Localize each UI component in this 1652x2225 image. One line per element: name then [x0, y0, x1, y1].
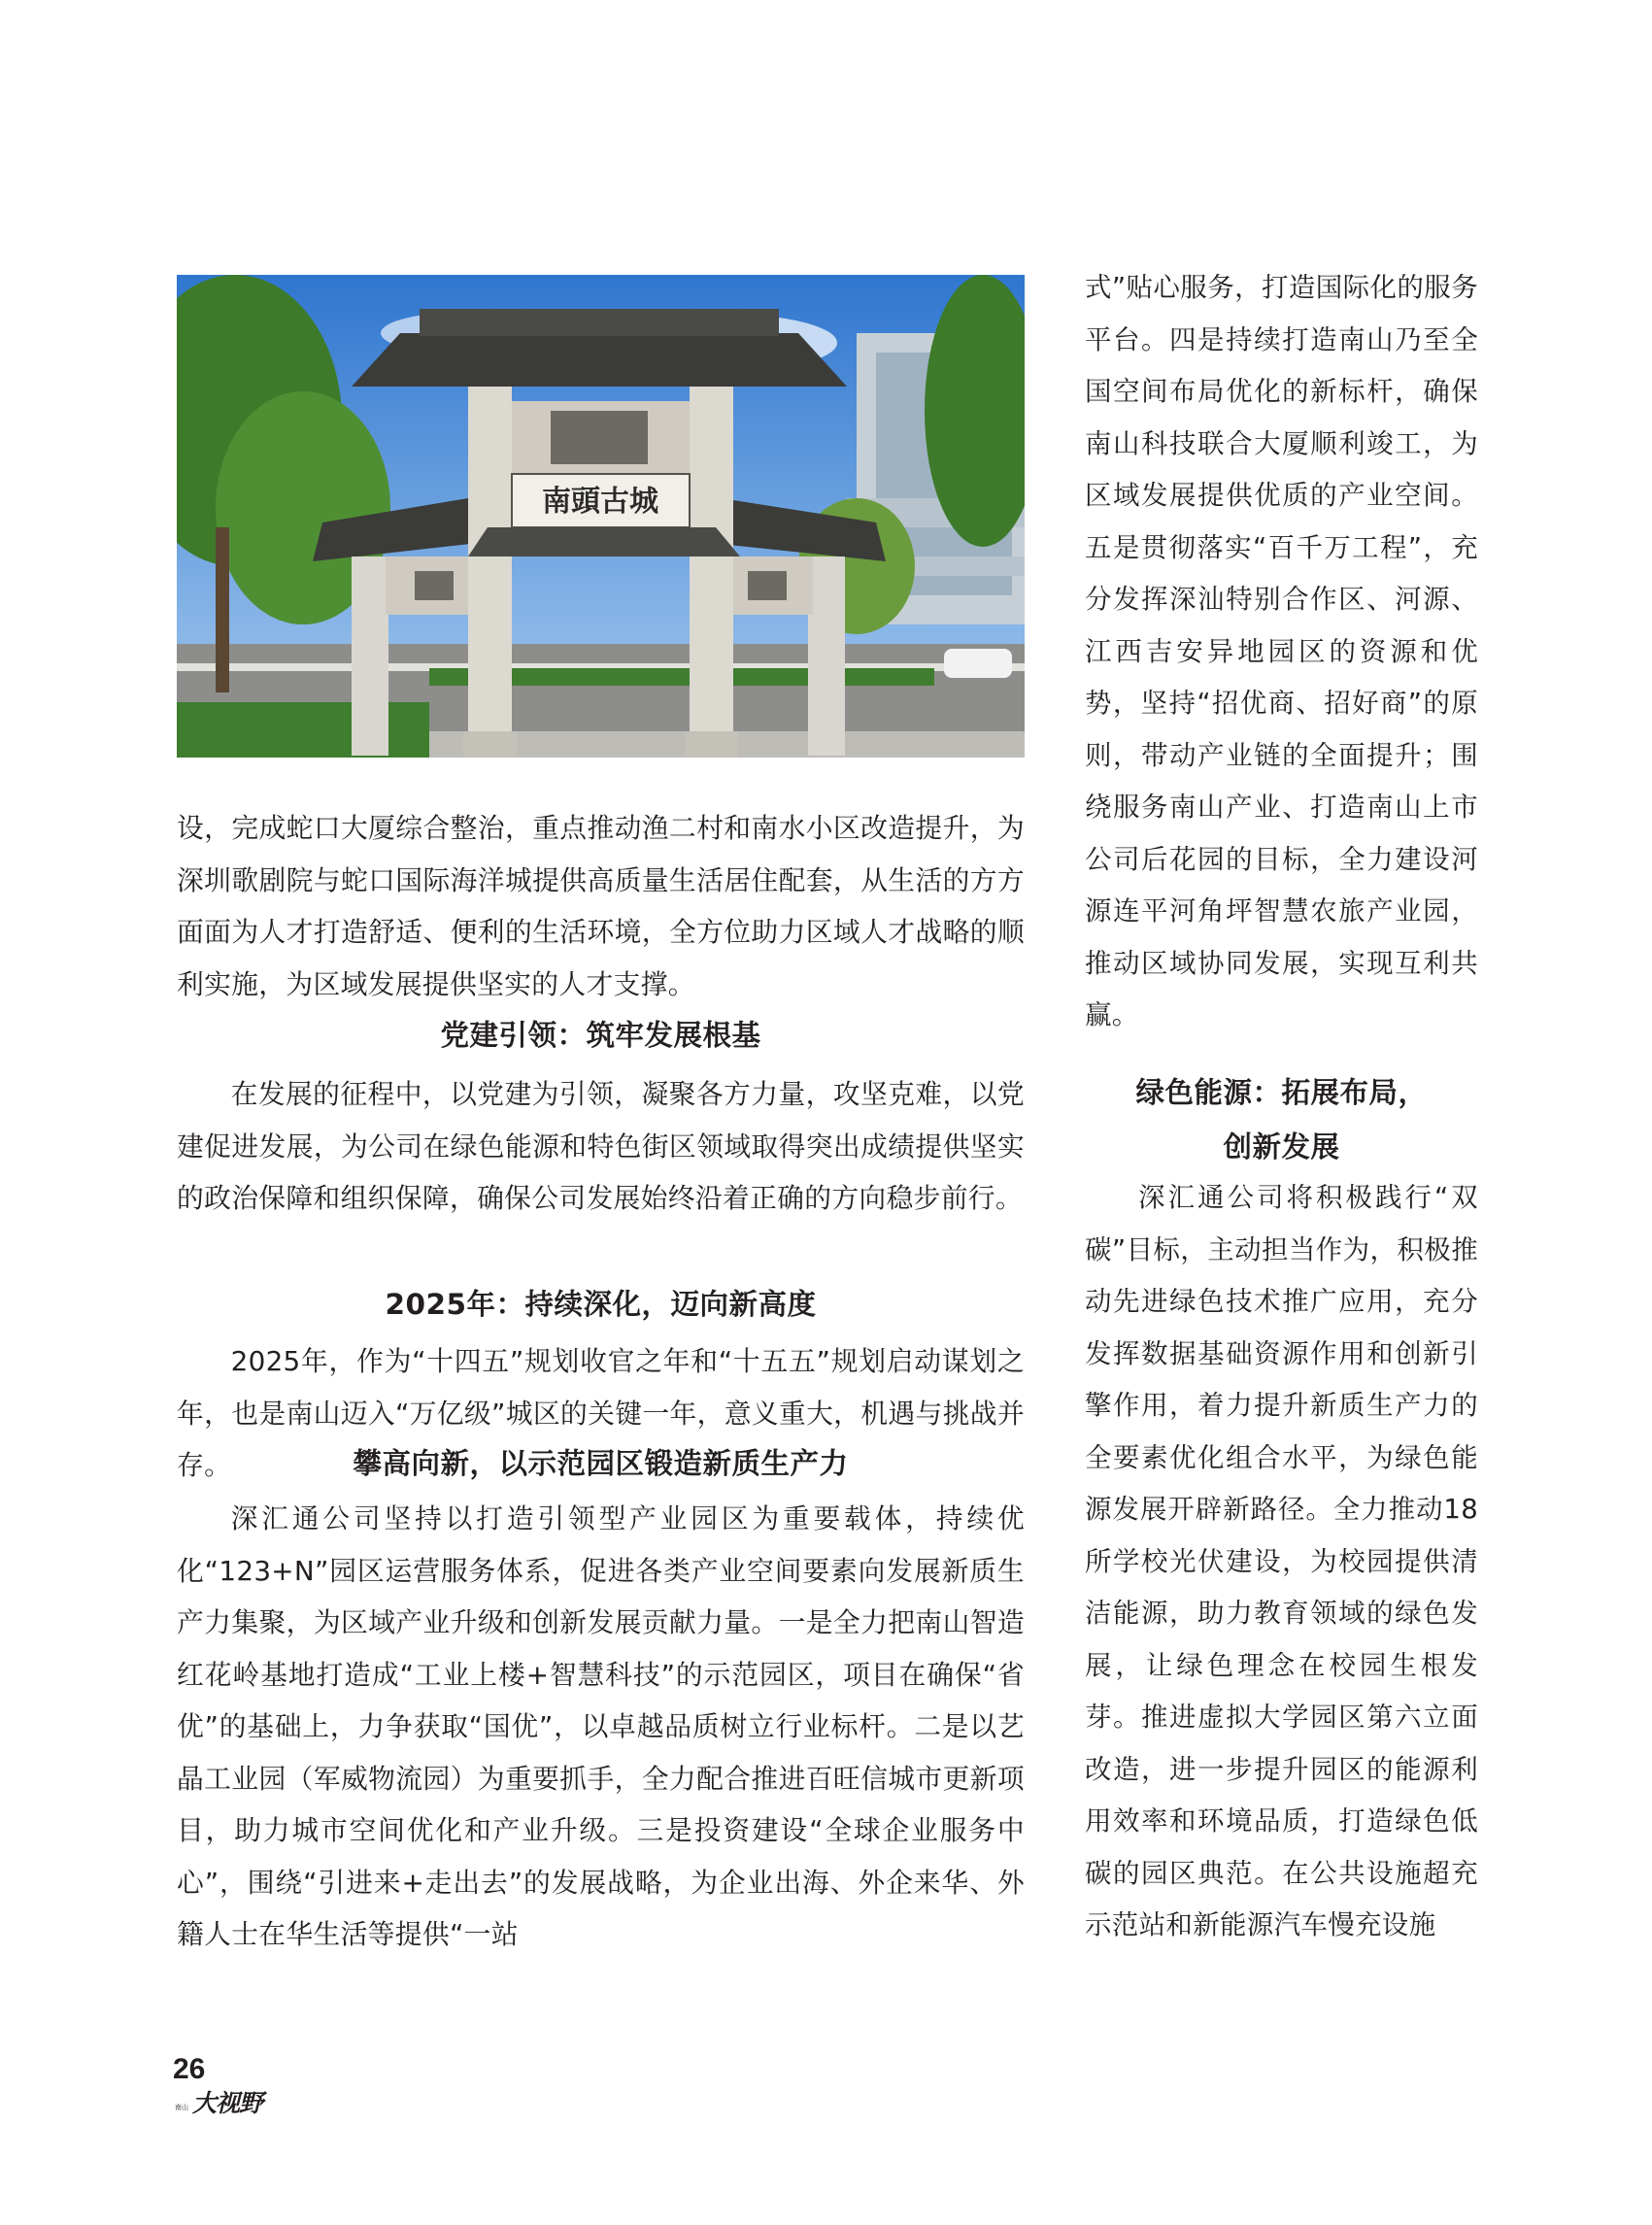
section-heading-parks: 攀高向新，以示范园区锻造新质生产力: [353, 1447, 849, 1480]
magazine-logo: [175, 2084, 262, 2119]
section-body-green: 深汇通公司将积极践行“双碳”目标，主动担当作为，积极推动先进绿色技术推广应用，充分发挥数据基础资源作用和创新引擎作用，着力提升新质生产力的全要素优化组合水平，为绿色能源发展开辟新路径。全力推动18所学校光伏建设，为校园提供清洁能源，助力教育领域的绿色发展，让绿色理念在校园生根发芽。推进虚拟大学园区第六立面改造，进一步提升园区的能源利用效率和环境品质，打造绿色低碳的园区典范。在公共设施超充示范站和新能源汽车慢充设施: [1085, 1182, 1478, 1940]
page-number: 26: [173, 2053, 206, 2085]
magazine-logo-small: 南山: [175, 2103, 188, 2111]
left-intro-paragraph: 设，完成蛇口大厦综合整治，重点推动渔二村和南水小区改造提升，为深圳歌剧院与蛇口国际海洋城提供高质量生活居住配套，从生活的方方面面为人才打造舒适、便利的生活环境，全方位助力区域人才战略的顺利实施，为区域发展提供坚实的人才支撑。: [177, 812, 1025, 1000]
section-body-2025: 2025年，作为“十四五”规划收官之年和“十五五”规划启动谋划之年，也是南山迈入“万亿级”城区的关键一年，意义重大，机遇与挑战并存。: [177, 1345, 1025, 1481]
gate-plaque-text: 南頭古城: [542, 485, 658, 519]
gate-illustration: [177, 275, 1025, 758]
section-parks: [177, 1441, 1025, 1482]
section-party-building: [177, 1013, 1025, 1054]
section-heading-green-line2: 创新发展: [1223, 1130, 1340, 1163]
section-heading-green: [1085, 1065, 1478, 1174]
right-continued-paragraph: 式”贴心服务，打造国际化的服务平台。四是持续打造南山乃至全国空间布局优化的新标杆，确保南山科技联合大厦顺利竣工，为区域发展提供优质的产业空间。五是贯彻落实“百千万工程”，充分发挥深汕特别合作区、河源、江西吉安异地园区的资源和优势，坚持“招优商、招好商”的原则，带动产业链的全面提升；围绕服务南山产业、打造南山上市公司后花园的目标，全力建设河源连平河角坪智慧农旅产业园，推动区域协同发展，实现互利共赢。: [1085, 272, 1478, 1030]
section-heading-party: 党建引领：筑牢发展根基: [440, 1019, 761, 1052]
section-2025: [177, 1282, 1025, 1323]
magazine-logo-main: 大视野: [192, 2089, 263, 2117]
section-heading-2025: 2025年：持续深化，迈向新高度: [385, 1288, 817, 1321]
left-column: [177, 802, 1025, 1010]
section-heading-green-line1: 绿色能源：拓展布局，: [1135, 1076, 1428, 1109]
section-party-body-wrap: [177, 1068, 1025, 1225]
section-parks-body-wrap: [177, 1493, 1025, 1961]
section-body-party: 在发展的征程中，以党建为引领，凝聚各方力量，攻坚克难，以党建促进发展，为公司在绿色能源和特色街区领域取得突出成绩提供坚实的政治保障和组织保障，确保公司发展始终沿着正确的方向稳步前行。: [177, 1078, 1025, 1214]
right-column: [1085, 262, 1478, 1042]
section-green-energy: [1085, 1065, 1478, 1174]
section-green-body-wrap: [1085, 1172, 1478, 1952]
nantou-gate-photo: [177, 275, 1025, 758]
section-body-parks: 深汇通公司坚持以打造引领型产业园区为重要载体，持续优化“123+N”园区运营服务体系，促进各类产业空间要素向发展新质生产力集聚，为区域产业升级和创新发展贡献力量。一是全力把南山智造红花岭基地打造成“工业上楼+智慧科技”的示范园区，项目在确保“省优”的基础上，力争获取“国优”，以卓越品质树立行业标杆。二是以艺晶工业园（军威物流园）为重要抓手，全力配合推进百旺信城市更新项目，助力城市空间优化和产业升级。三是投资建设“全球企业服务中心”，围绕“引进来+走出去”的发展战略，为企业出海、外企来华、外籍人士在华生活等提供“一站: [177, 1502, 1025, 1950]
